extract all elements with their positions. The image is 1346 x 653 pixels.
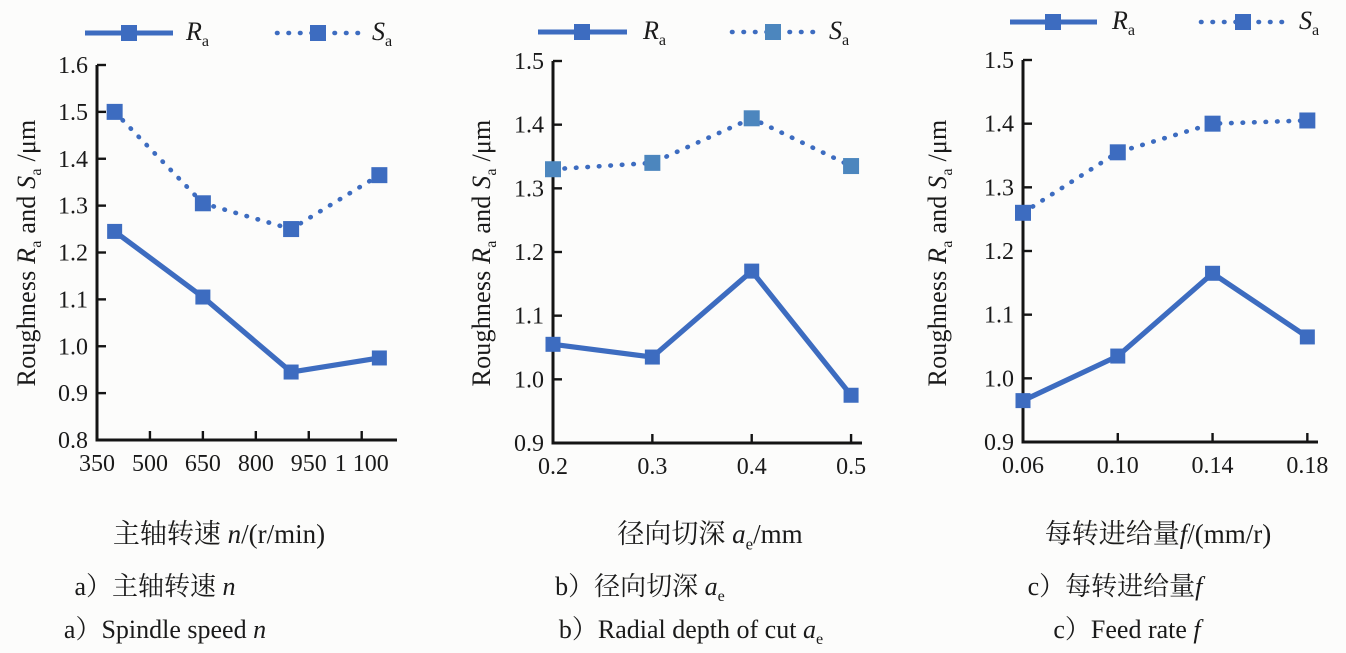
chart-c-legend-ra-label: $R_a$ [1112,5,1136,39]
chart-a-legend-ra-label: $R_a$ [186,16,210,50]
y-tick-label: 1.4 [58,146,88,173]
x-tick-label: 350 [79,451,115,477]
legend-ra-marker [574,24,590,40]
ra-marker [195,290,210,305]
chart-panel-spindle-speed [0,0,450,653]
ra-marker [1205,266,1220,281]
x-tick-label: 0.4 [736,454,767,480]
x-tick-label: 0.5 [836,454,867,480]
chart-b-legend-ra-label: $R_a$ [643,15,667,49]
ra-marker [372,350,387,365]
chart-c-caption-en: c）Feed rate f [1053,615,1201,644]
x-tick-label: 650 [184,451,221,477]
y-tick-label: 1.6 [58,53,88,79]
x-tick-label: 500 [131,451,168,477]
sa-line [115,112,380,229]
sa-marker [843,158,859,174]
y-tick-label: 1.3 [58,193,88,220]
ra-marker [645,350,660,365]
sa-line [553,118,851,169]
y-tick-label: 0.9 [984,430,1014,456]
x-tick-label: 0.18 [1286,453,1329,479]
axes [553,61,862,443]
y-tick-label: 1.0 [514,367,544,394]
chart-a-x-axis-label: 主轴转速 n/(r/min) [112,519,326,549]
x-tick-label: 950 [290,451,327,477]
sa-marker [644,155,660,171]
x-tick-label: 0.2 [538,454,568,480]
sa-marker [107,104,123,120]
sa-marker [371,167,387,183]
x-tick-label: 0.14 [1191,453,1234,479]
ra-marker [1110,349,1125,364]
ra-marker [844,388,859,403]
sa-marker [195,195,211,211]
chart-panel-feed-rate [890,0,1346,653]
ra-marker [284,365,299,380]
y-tick-label: 1.2 [984,239,1014,265]
y-tick-label: 1.2 [514,240,544,266]
x-tick-label: 0.06 [1002,453,1044,479]
chart-b-x-axis-label: 径向切深 $a_e/mm$ [617,519,803,554]
y-tick-label: 1.1 [58,287,88,314]
y-tick-label: 1.5 [58,99,88,126]
ra-marker [1300,329,1315,344]
y-tick-label: 1.1 [984,302,1014,329]
sa-marker [283,221,299,237]
ra-line [553,271,851,395]
legend-sa-marker [1235,14,1251,30]
y-tick-label: 1.0 [984,366,1014,393]
y-tick-label: 1.1 [514,303,544,330]
chart-c-caption-zh: c）每转进给量f [1027,572,1203,601]
sa-marker [744,110,760,126]
y-tick-label: 1.4 [984,111,1014,138]
legend-sa-marker [765,24,781,40]
ra-marker [546,337,561,352]
sa-marker [1110,144,1126,160]
y-tick-label: 1.3 [514,176,544,203]
chart-spindle-speed-canvas [0,0,450,500]
chart-c-y-axis-label: Roughness $R_a$ and $S_a$ /μm [923,119,957,387]
ra-marker [107,224,122,239]
sa-marker [1205,116,1221,132]
chart-c-x-axis-label: 每转进给量f/(mm/r) [1044,519,1272,549]
chart-a-y-axis-label: Roughness $R_a$ and $S_a$ /μm [12,119,46,387]
chart-b-caption-zh: b）径向切深 $a_e$ [555,572,725,606]
chart-b-y-axis-label: Roughness $R_a$ and $S_a$ /μm [467,119,501,387]
chart-panel-radial-depth [440,0,900,653]
y-tick-label: 0.9 [514,431,544,457]
x-tick-label: 0.10 [1096,453,1139,479]
chart-radial-depth-canvas [440,0,900,500]
chart-a-caption-zh: a）主轴转速 n [74,572,236,601]
sa-marker [1299,112,1315,128]
y-tick-label: 1.2 [58,240,88,267]
axes [1023,60,1318,442]
sa-line [1023,120,1307,212]
y-tick-label: 1.3 [984,175,1014,202]
y-tick-label: 1.4 [514,112,544,139]
chart-b-caption-en: b）Radial depth of cut $a_e$ [558,615,824,649]
y-tick-label: 1.0 [58,334,88,361]
sa-marker [1015,205,1031,221]
x-tick-label: 800 [237,451,274,477]
y-tick-label: 1.5 [514,49,544,75]
x-tick-label: 1 100 [334,451,389,477]
ra-marker [1016,393,1031,408]
ra-line [115,231,380,372]
chart-c-legend-sa-label: $S_a$ [1299,5,1320,39]
legend-sa-marker [310,25,326,41]
sa-marker [545,161,561,177]
chart-b-legend-sa-label: $S_a$ [829,15,850,49]
chart-a-caption-en: a）Spindle speed n [63,615,267,644]
ra-marker [744,264,759,279]
ra-line [1023,273,1307,400]
y-tick-label: 0.9 [58,381,88,408]
x-tick-label: 0.3 [637,454,668,480]
y-tick-label: 1.5 [984,48,1014,74]
chart-feed-rate-canvas [890,0,1346,500]
chart-a-legend-sa-label: $S_a$ [372,16,393,50]
legend-ra-marker [121,25,137,41]
legend-ra-marker [1045,14,1061,30]
y-tick-label: 0.8 [58,428,88,454]
